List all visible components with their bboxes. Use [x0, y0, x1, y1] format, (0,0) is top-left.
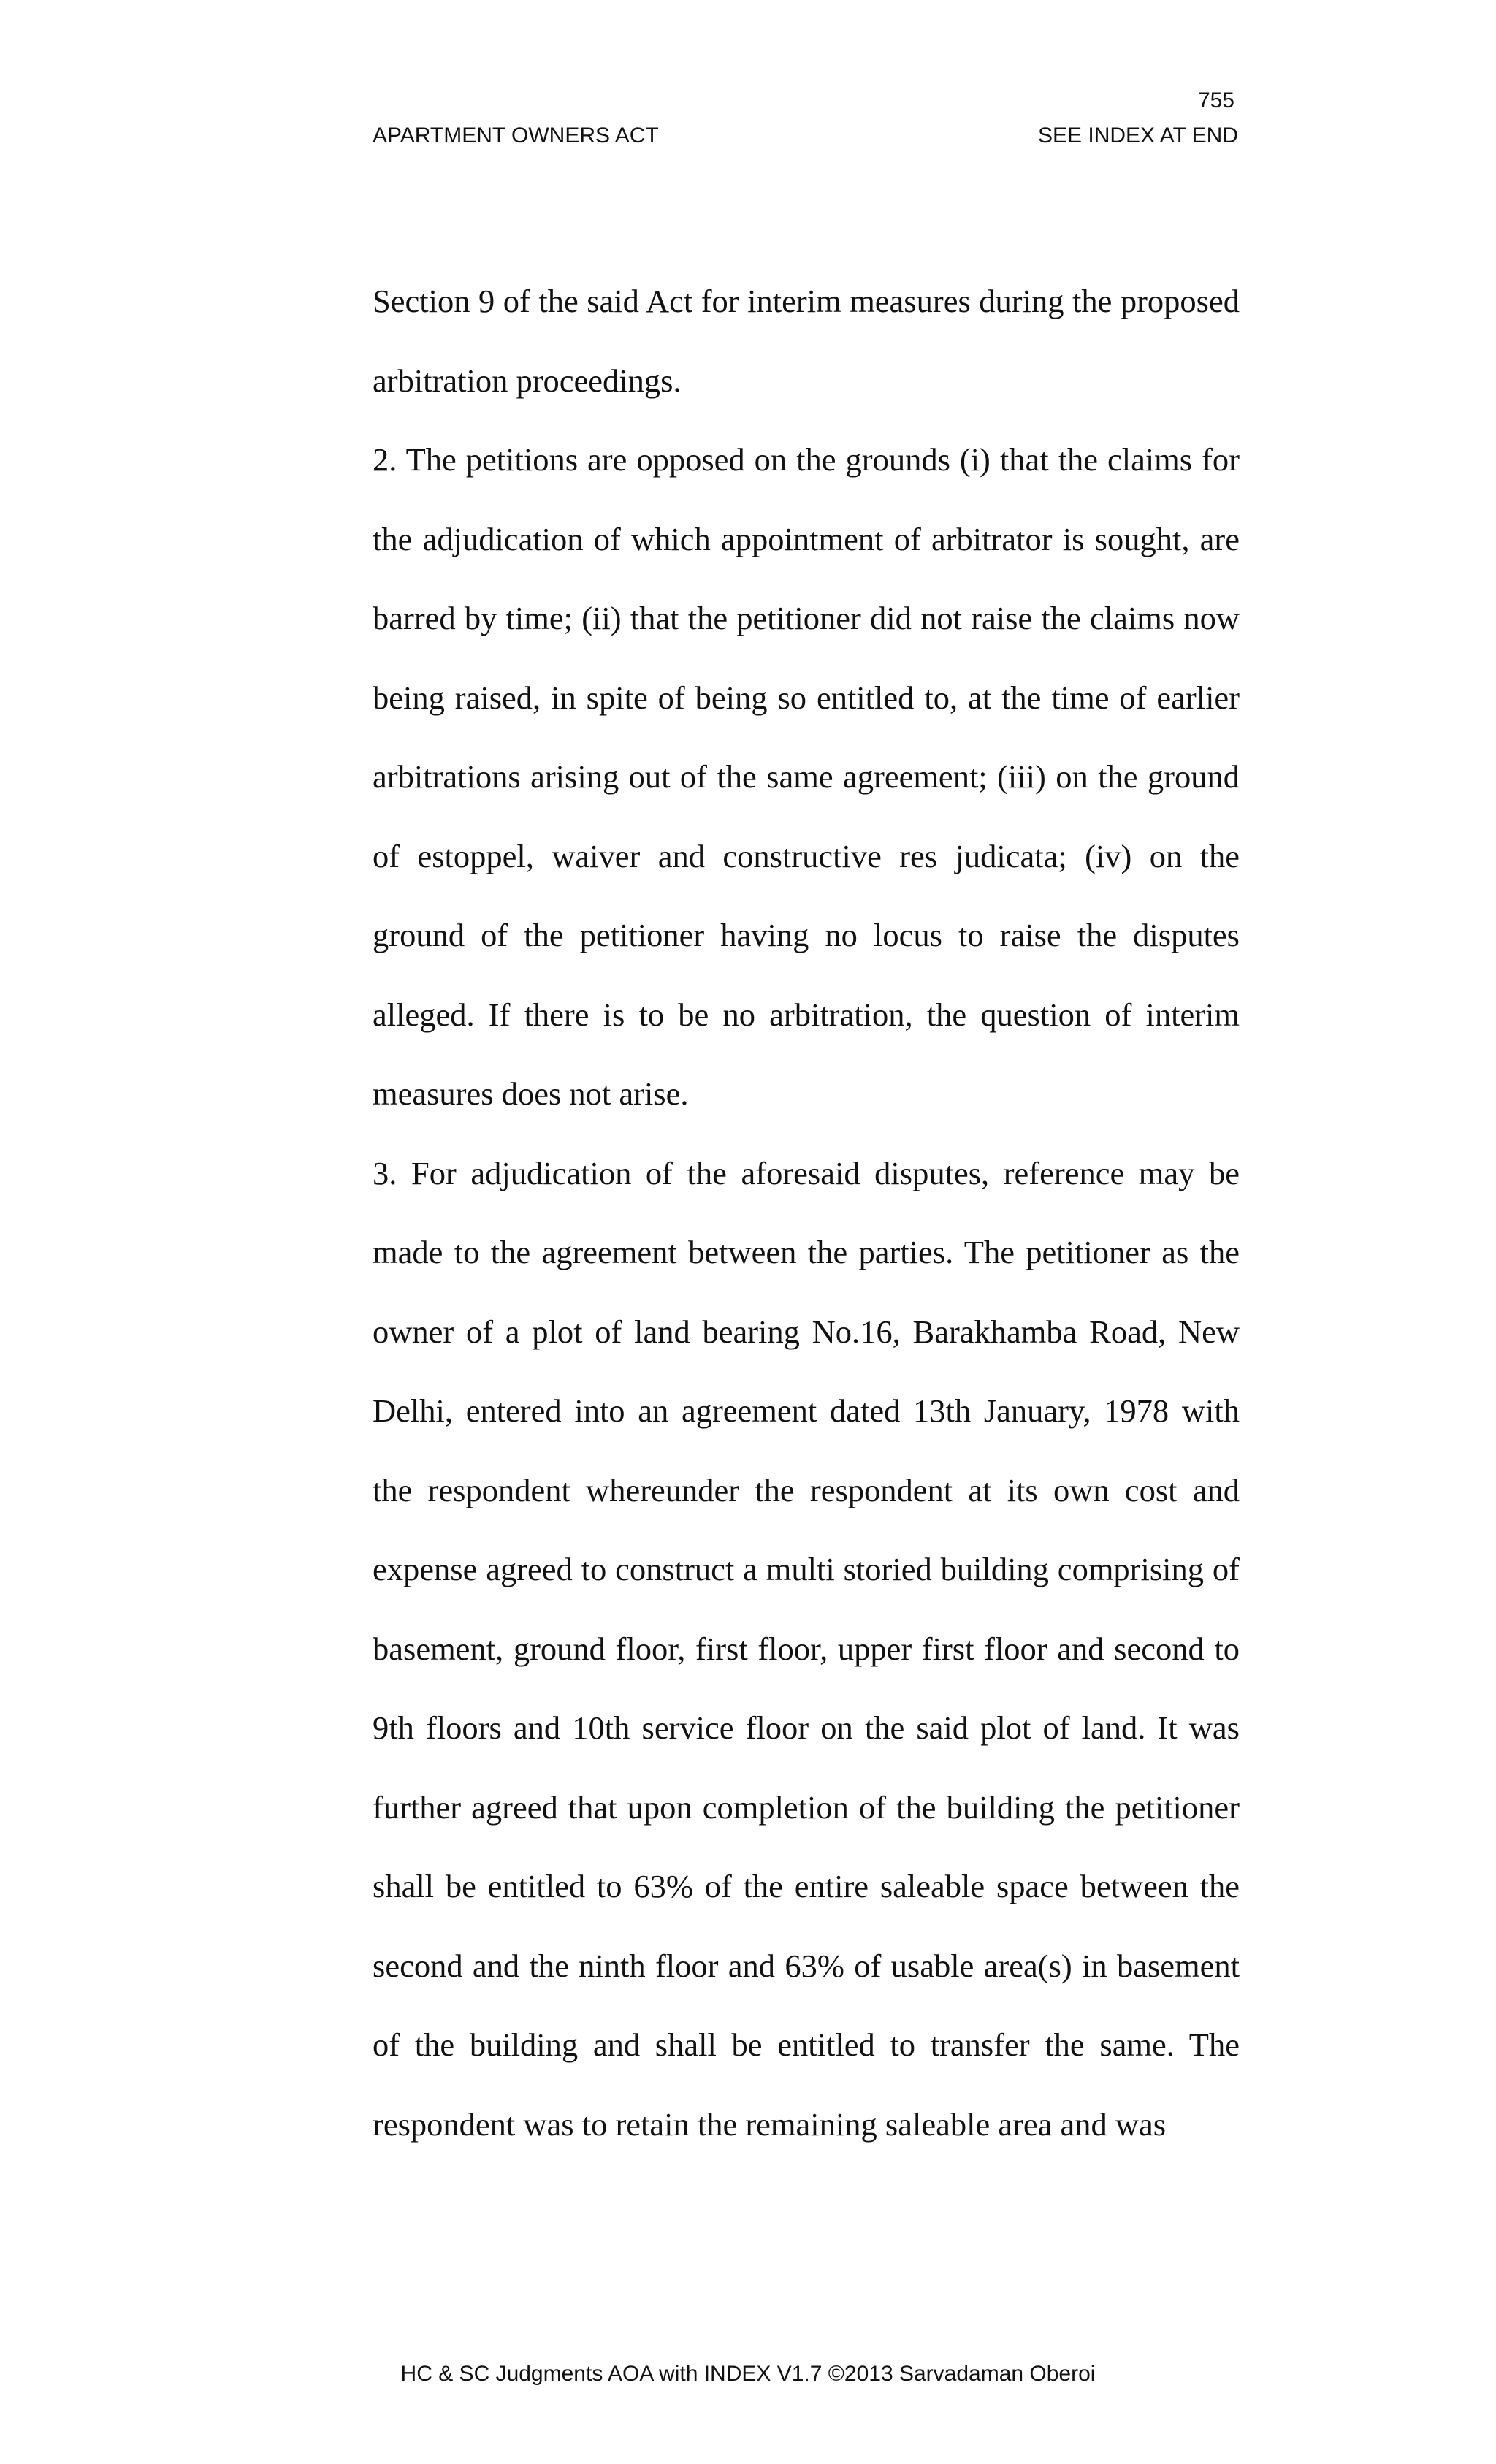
running-header	[373, 121, 1238, 150]
paragraph-2: 2. The petitions are opposed on the grounds (i) that the claims for the adjudication of which appointment of arbitrator is sought, are barred by time; (ii) that the petitioner did not raise the claims now being raised, in spite of being so entitled to, at the time of earlier arbitrations arising out of the same agreement; (iii) on the ground of estoppel, waiver and constructive res judicata; (iv) on the ground of the petitioner having no locus to raise the disputes alleged. If there is to be no arbitration, the question of interim measures does not arise.	[373, 441, 1240, 1112]
paragraph-3: 3. For adjudication of the aforesaid disputes, reference may be made to the agreement between the parties. The petitioner as the owner of a plot of land bearing No.16, Barakhamba Road, New Delhi, entered into an agreement dated 13th January, 1978 with the respondent whereunder the respondent at its own cost and expense agreed to construct a multi storied building comprising of basement, ground floor, first floor, upper first floor and second to 9th floors and 10th service floor on the said plot of land. It was further agreed that upon completion of the building the petitioner shall be entitled to 63% of the entire saleable space between the second and the ninth floor and 63% of usable area(s) in basement of the building and shall be entitled to transfer the same. The respondent was to retain the remaining saleable area and was	[373, 1154, 1240, 2143]
header-title: APARTMENT OWNERS ACT	[373, 123, 659, 148]
judgment-text	[373, 262, 1240, 2164]
paragraph-continuation: Section 9 of the said Act for interim measures during the proposed arbitration proceedings.	[373, 283, 1240, 399]
page-footer: HC & SC Judgments AOA with INDEX V1.7 ©2013 Sarvadaman Oberoi	[400, 2362, 1096, 2386]
header-index-note: SEE INDEX AT END	[1038, 123, 1238, 148]
page-number: 755	[1197, 88, 1234, 112]
